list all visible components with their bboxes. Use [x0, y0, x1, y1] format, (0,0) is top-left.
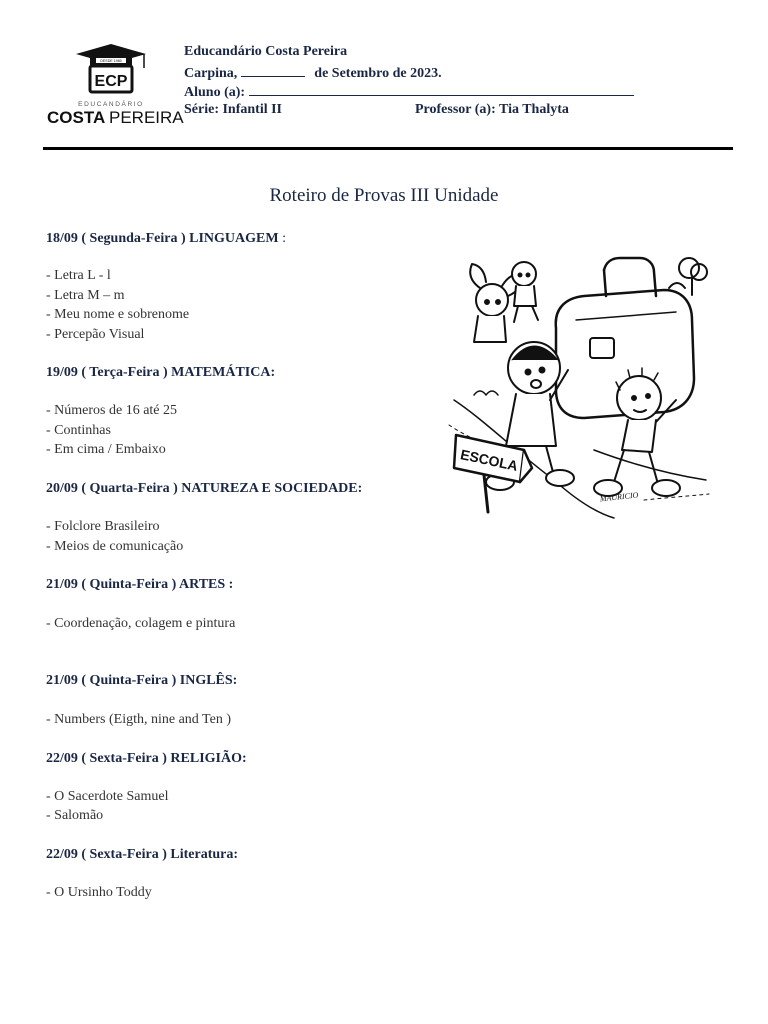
student-label: Aluno (a): — [184, 85, 246, 100]
date-line — [184, 64, 442, 82]
logo-subtitle: EDUCANDÁRIO — [78, 101, 144, 108]
section-heading-matematica: 19/09 ( Terça-Feira ) MATEMÁTICA: — [46, 365, 276, 380]
list-item: - O Sacerdote Samuel — [46, 789, 169, 804]
logo-monogram: ECP — [94, 73, 128, 90]
student-line — [184, 83, 634, 101]
date-suffix: de Setembro de 2023. — [314, 66, 442, 81]
list-item: - Meios de comunicação — [46, 539, 184, 554]
list-item: - Letra M – m — [46, 288, 125, 303]
list-item: - Letra L - l — [46, 268, 111, 283]
section-heading-natureza: 20/09 ( Quarta-Feira ) NATUREZA E SOCIEDADE: — [46, 481, 363, 496]
list-item: - Em cima / Embaixo — [46, 442, 166, 457]
kids-going-to-school-illustration — [444, 250, 712, 520]
teacher-label: Professor (a): Tia Thalyta — [415, 102, 569, 117]
day-blank[interactable] — [241, 64, 305, 77]
school-name: Educandário Costa Pereira — [184, 44, 348, 59]
list-item: - Coordenação, colagem e pintura — [46, 616, 236, 631]
list-item: - O Ursinho Toddy — [46, 885, 152, 900]
school-logo — [46, 44, 184, 127]
header-divider — [43, 147, 733, 150]
student-name-blank[interactable] — [249, 83, 634, 96]
escola-sign-text: ESCOLA — [458, 446, 520, 474]
grade-label: Série: Infantil II — [184, 102, 282, 117]
list-item: - Salomão — [46, 808, 104, 823]
list-item: - Folclore Brasileiro — [46, 519, 160, 534]
section-heading-religiao: 22/09 ( Sexta-Feira ) RELIGIÃO: — [46, 751, 247, 766]
city-label: Carpina, — [184, 66, 238, 81]
section-heading-literatura: 22/09 ( Sexta-Feira ) Literatura: — [46, 847, 239, 862]
section-heading-artes: 21/09 ( Quinta-Feira ) ARTES : — [46, 577, 234, 592]
logo-ribbon-text: DESDE 1980 — [100, 59, 122, 64]
logo-brand-a: COSTA — [47, 108, 106, 127]
page-title: Roteiro de Provas III Unidade — [269, 185, 499, 206]
list-item: - Continhas — [46, 423, 111, 438]
list-item: - Percepão Visual — [46, 327, 145, 342]
list-item: - Meu nome e sobrenome — [46, 307, 190, 322]
section-heading-ingles: 21/09 ( Quinta-Feira ) INGLÊS: — [46, 673, 238, 688]
section-heading-linguagem: 18/09 ( Segunda-Feira ) LINGUAGEM : — [46, 231, 286, 246]
artist-signature: MAURICIO — [599, 490, 639, 504]
list-item: - Numbers (Eigth, nine and Ten ) — [46, 712, 231, 727]
list-item: - Números de 16 até 25 — [46, 403, 178, 418]
logo-brand-b: PEREIRA — [109, 108, 184, 127]
